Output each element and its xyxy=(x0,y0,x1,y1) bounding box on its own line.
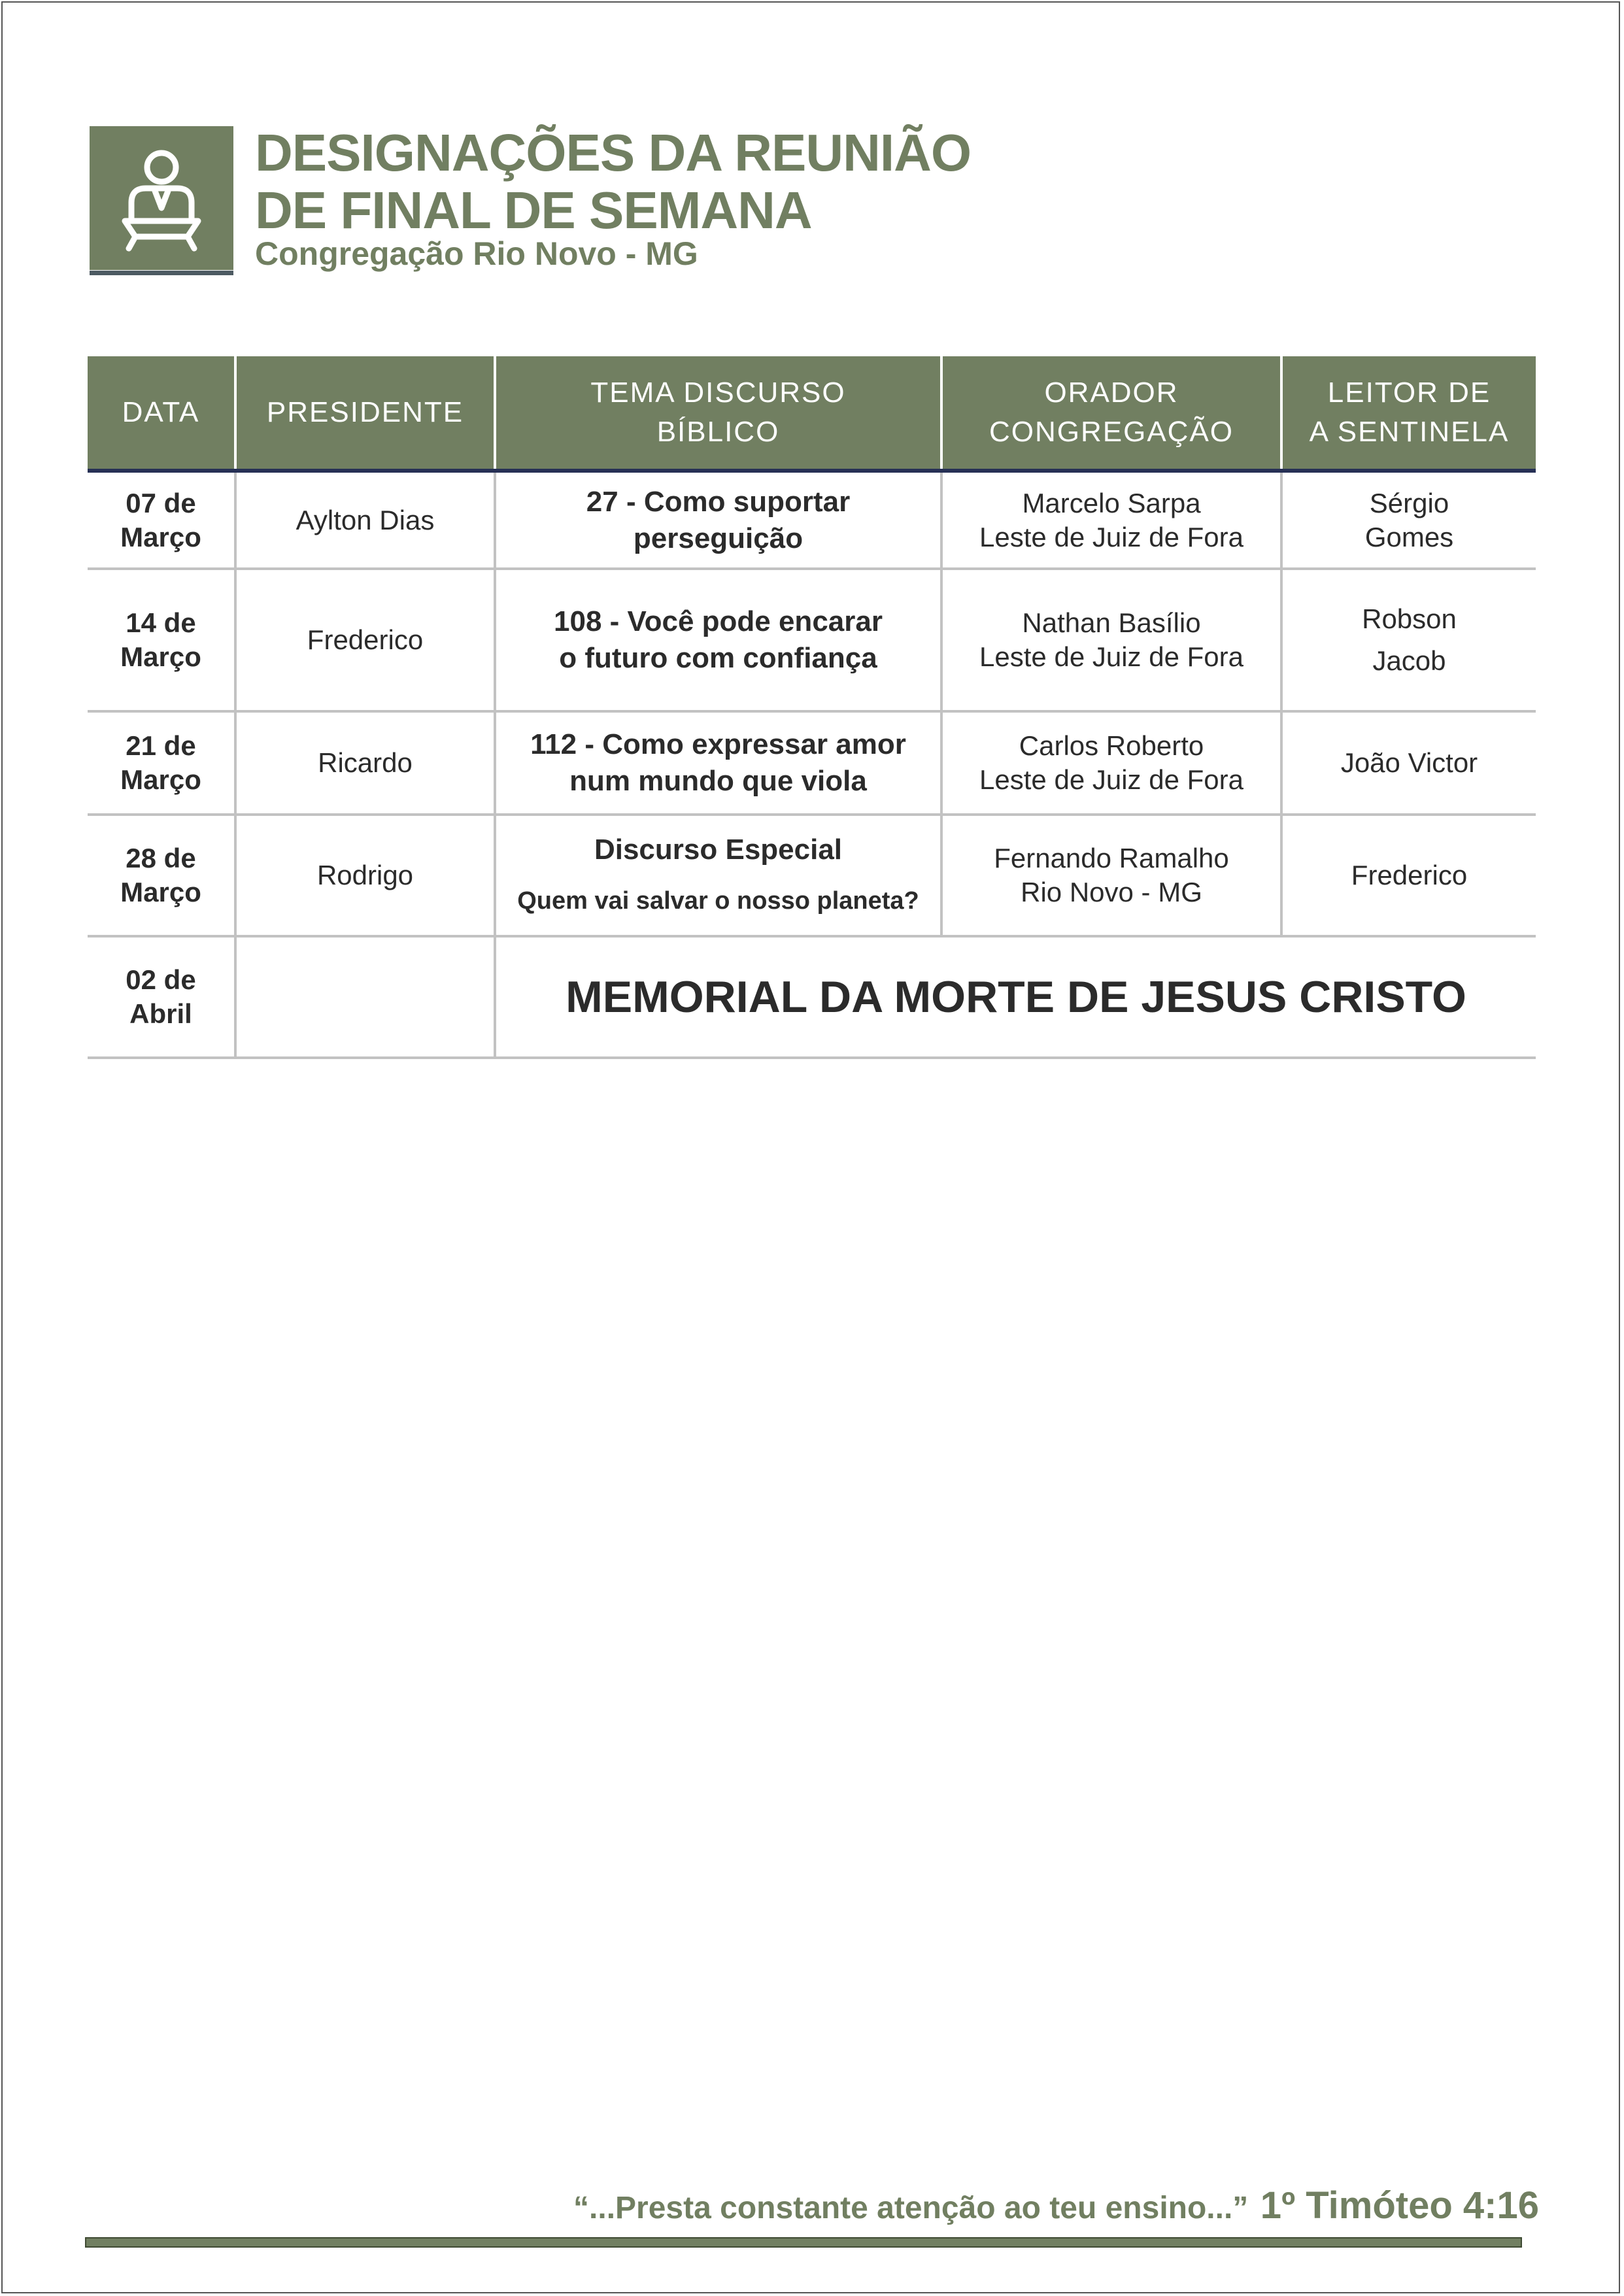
header-theme: TEMA DISCURSO BÍBLICO xyxy=(495,356,941,471)
theme-cell: 108 - Você pode encarar o futuro com confiança xyxy=(495,569,941,711)
speaker-cell: Carlos Roberto Leste de Juiz de Fora xyxy=(941,711,1281,815)
president-cell: Frederico xyxy=(235,569,495,711)
theme-cell: 27 - Como suportar perseguição xyxy=(495,471,941,569)
logo-underline xyxy=(90,271,233,275)
title-line-2: DE FINAL DE SEMANA xyxy=(255,181,812,239)
assignments-table xyxy=(88,356,1536,1059)
table-row xyxy=(88,936,1536,1058)
reader-cell: Frederico xyxy=(1281,815,1536,936)
speaker-cell: Fernando Ramalho Rio Novo - MG xyxy=(941,815,1281,936)
speaker-at-podium-icon xyxy=(109,143,214,254)
congregation-subtitle: Congregação Rio Novo - MG xyxy=(255,235,698,272)
reader-cell: Robson Jacob xyxy=(1281,569,1536,711)
president-cell xyxy=(235,936,495,1058)
date-cell: 28 de Março xyxy=(88,815,235,936)
theme-cell: Discurso Especial Quem vai salvar o nosso planeta? xyxy=(495,815,941,936)
header-reader: LEITOR DE A SENTINELA xyxy=(1281,356,1536,471)
date-cell: 07 de Março xyxy=(88,471,235,569)
header-date: DATA xyxy=(88,356,235,471)
reader-cell: Sérgio Gomes xyxy=(1281,471,1536,569)
table-row xyxy=(88,471,1536,569)
header-speaker: ORADOR CONGREGAÇÃO xyxy=(941,356,1281,471)
page-border xyxy=(1,1,1620,2293)
footer-quote xyxy=(573,2184,1539,2227)
table-row xyxy=(88,569,1536,711)
table-header-row xyxy=(88,356,1536,471)
logo xyxy=(90,126,233,270)
date-cell: 02 de Abril xyxy=(88,936,235,1058)
footer-bar xyxy=(85,2237,1522,2248)
reader-cell: João Victor xyxy=(1281,711,1536,815)
date-cell: 21 de Março xyxy=(88,711,235,815)
president-cell: Ricardo xyxy=(235,711,495,815)
title-line-1: DESIGNAÇÕES DA REUNIÃO xyxy=(255,124,972,182)
table-row xyxy=(88,815,1536,936)
president-cell: Rodrigo xyxy=(235,815,495,936)
theme-cell: 112 - Como expressar amor num mundo que viola xyxy=(495,711,941,815)
speaker-cell: Marcelo Sarpa Leste de Juiz de Fora xyxy=(941,471,1281,569)
table-row xyxy=(88,711,1536,815)
memorial-event-cell: MEMORIAL DA MORTE DE JESUS CRISTO xyxy=(495,936,1536,1058)
president-cell: Aylton Dias xyxy=(235,471,495,569)
header-president: PRESIDENTE xyxy=(235,356,495,471)
quote-reference: 1º Timóteo 4:16 xyxy=(1260,2184,1539,2227)
quote-text: “...Presta constante atenção ao teu ensino...” xyxy=(573,2191,1249,2225)
page-title xyxy=(255,124,971,239)
speaker-cell: Nathan Basílio Leste de Juiz de Fora xyxy=(941,569,1281,711)
date-cell: 14 de Março xyxy=(88,569,235,711)
